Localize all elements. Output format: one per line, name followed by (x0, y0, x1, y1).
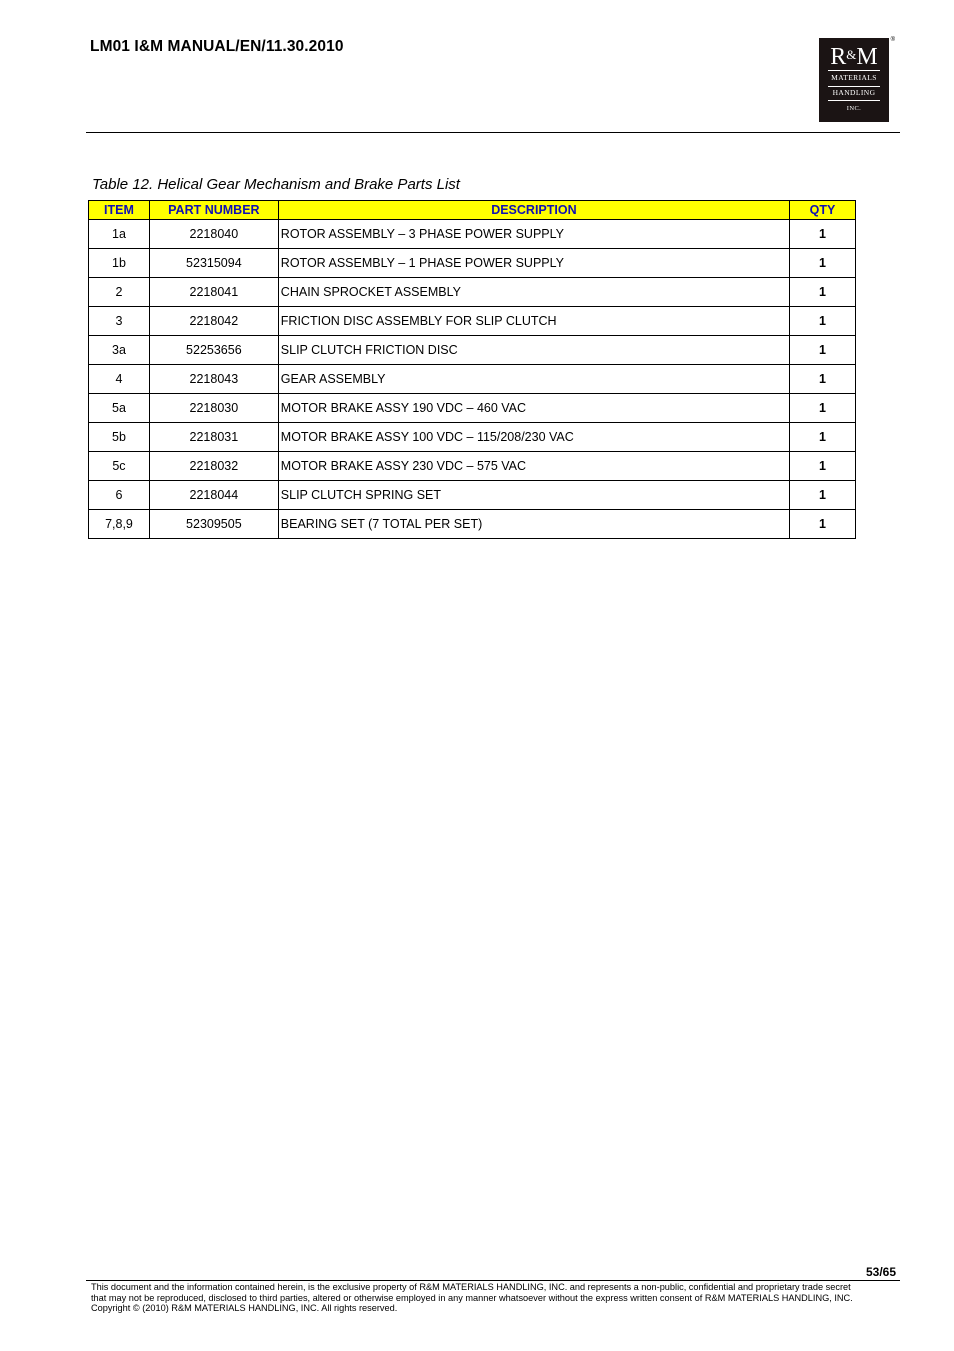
item-cell: 5b (89, 423, 150, 452)
description-cell: ROTOR ASSEMBLY – 3 PHASE POWER SUPPLY (278, 220, 789, 249)
qty-cell: 1 (790, 336, 856, 365)
part-number-cell: 2218044 (149, 481, 278, 510)
table-row (89, 307, 856, 336)
description-cell: SLIP CLUTCH FRICTION DISC (278, 336, 789, 365)
part-number-cell: 2218031 (149, 423, 278, 452)
description-cell: MOTOR BRAKE ASSY 190 VDC – 460 VAC (278, 394, 789, 423)
description-cell: FRICTION DISC ASSEMBLY FOR SLIP CLUTCH (278, 307, 789, 336)
qty-cell: 1 (790, 249, 856, 278)
page-number: 53/65 (865, 1265, 896, 1279)
qty-cell: 1 (790, 510, 856, 539)
column-header-part-number: PART NUMBER (149, 201, 278, 220)
part-number-cell: 2218040 (149, 220, 278, 249)
description-cell: BEARING SET (7 TOTAL PER SET) (278, 510, 789, 539)
qty-cell: 1 (790, 452, 856, 481)
table-row (89, 278, 856, 307)
table-caption: Table 12. Helical Gear Mechanism and Brake Parts List (92, 176, 460, 193)
part-number-cell: 2218030 (149, 394, 278, 423)
table-row (89, 394, 856, 423)
part-number-cell: 2218042 (149, 307, 278, 336)
description-cell: ROTOR ASSEMBLY – 1 PHASE POWER SUPPLY (278, 249, 789, 278)
table-row (89, 452, 856, 481)
column-header-description: DESCRIPTION (278, 201, 789, 220)
item-cell: 7,8,9 (89, 510, 150, 539)
part-number-cell: 52253656 (149, 336, 278, 365)
item-cell: 1a (89, 220, 150, 249)
document-title: LM01 I&M MANUAL/EN/11.30.2010 (90, 38, 344, 55)
copyright-line: Copyright © (2010) R&M MATERIALS HANDLING, INC. All rights reserved. (91, 1303, 398, 1314)
item-cell: 3 (89, 307, 150, 336)
description-cell: SLIP CLUTCH SPRING SET (278, 481, 789, 510)
table-row (89, 423, 856, 452)
qty-cell: 1 (790, 307, 856, 336)
column-header-item: ITEM (89, 201, 150, 220)
item-cell: 4 (89, 365, 150, 394)
table-header-row (89, 201, 856, 220)
qty-cell: 1 (790, 423, 856, 452)
item-cell: 2 (89, 278, 150, 307)
item-cell: 6 (89, 481, 150, 510)
description-cell: GEAR ASSEMBLY (278, 365, 789, 394)
parts-table (88, 200, 856, 539)
part-number-cell: 2218043 (149, 365, 278, 394)
company-logo (819, 37, 895, 122)
qty-cell: 1 (790, 481, 856, 510)
description-cell: MOTOR BRAKE ASSY 230 VDC – 575 VAC (278, 452, 789, 481)
legal-disclaimer (91, 1282, 901, 1314)
part-number-cell: 52315094 (149, 249, 278, 278)
qty-cell: 1 (790, 278, 856, 307)
logo-line-1: MATERIALS (831, 73, 877, 82)
table-row (89, 336, 856, 365)
item-cell: 3a (89, 336, 150, 365)
logo-line-3: INC. (846, 105, 862, 112)
item-cell: 5c (89, 452, 150, 481)
description-cell: MOTOR BRAKE ASSY 100 VDC – 115/208/230 VAC (278, 423, 789, 452)
logo-mark: R&M (830, 44, 878, 70)
part-number-cell: 2218032 (149, 452, 278, 481)
qty-cell: 1 (790, 394, 856, 423)
qty-cell: 1 (790, 220, 856, 249)
part-number-cell: 2218041 (149, 278, 278, 307)
description-cell: CHAIN SPROCKET ASSEMBLY (278, 278, 789, 307)
column-header-qty: QTY (790, 201, 856, 220)
table-row (89, 481, 856, 510)
item-cell: 5a (89, 394, 150, 423)
logo-line-2: HANDLING (832, 88, 876, 97)
disclaimer-line: This document and the information contained herein, is the exclusive property of R&M MATERIALS HANDLING, INC. and represents a non-public, confidential and proprietary trade secret (91, 1282, 851, 1292)
table-row (89, 220, 856, 249)
table-row (89, 249, 856, 278)
table-row (89, 365, 856, 394)
qty-cell: 1 (790, 365, 856, 394)
disclaimer-line: that may not be reproduced, disclosed to third parties, altered or otherwise employed in any manner whatsoever without the express written consent of R&M MATERIALS HANDLING, INC. (91, 1292, 853, 1303)
header-divider (86, 132, 900, 133)
part-number-cell: 52309505 (149, 510, 278, 539)
registered-mark: ® (890, 37, 895, 43)
item-cell: 1b (89, 249, 150, 278)
table-row (89, 510, 856, 539)
footer-divider (86, 1280, 900, 1281)
